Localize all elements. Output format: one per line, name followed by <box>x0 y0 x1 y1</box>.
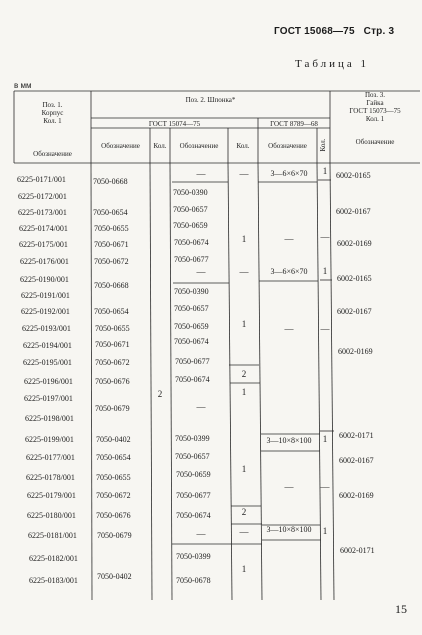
quantity-d: 1 <box>241 387 247 397</box>
key-8789-designation: — <box>284 324 294 334</box>
nut-designation: 6002-0171 <box>339 431 374 440</box>
key-designation: 7050-0399 <box>176 552 211 561</box>
unit-label: в мм <box>14 81 32 90</box>
part-designation-a: 7050-0679 <box>97 531 132 540</box>
row-designation: 6225-0179/001 <box>27 491 76 500</box>
row-designation: 6225-0176/001 <box>20 257 69 266</box>
quantity-d: 2 <box>241 507 247 517</box>
key-8789-designation: 3—6×6×70 <box>270 169 308 178</box>
column-header-pos2: Поз. 2. Шпонка* <box>185 96 236 104</box>
nut-designation: 6002-0169 <box>339 491 374 500</box>
quantity-d: — <box>239 267 249 277</box>
nut-designation: 6002-0169 <box>338 347 373 356</box>
quantity-f: 1 <box>322 526 328 536</box>
part-designation-a: 7050-0668 <box>94 281 129 290</box>
part-designation-a: 7050-0672 <box>96 491 131 500</box>
column-header-qty-3: Кол. <box>319 138 327 152</box>
part-designation-a: 7050-0676 <box>96 511 131 520</box>
key-8789-designation: 3—10×8×100 <box>266 525 312 534</box>
part-designation-a: 7050-0655 <box>94 224 129 233</box>
part-designation-a: 7050-0676 <box>95 377 130 386</box>
part-designation-a: 7050-0655 <box>96 473 131 482</box>
quantity-f: — <box>320 482 330 492</box>
row-designation: 6225-0192/001 <box>21 307 70 316</box>
quantity-d: 1 <box>241 564 247 574</box>
table-title: Таблица 1 <box>295 58 370 70</box>
quantity-f: — <box>320 324 330 334</box>
row-designation: 6225-0182/001 <box>29 554 78 563</box>
quantity-f: 1 <box>322 434 328 444</box>
quantity-f: 1 <box>322 166 328 176</box>
row-designation: 6225-0197/001 <box>24 394 73 403</box>
column-header-designation-3: Обозначение <box>179 142 219 150</box>
row-designation: 6225-0171/001 <box>17 175 66 184</box>
key-designation: 7050-0674 <box>174 238 209 247</box>
part-designation-a: 7050-0654 <box>96 453 131 462</box>
row-designation: 6225-0177/001 <box>26 453 75 462</box>
column-header-designation-5: Обозначение <box>355 138 395 146</box>
row-designation: 6225-0181/001 <box>28 531 77 540</box>
key-designation: 7050-0390 <box>174 287 209 296</box>
column-header-gost-15074: ГОСТ 15074—75 <box>148 120 201 128</box>
key-designation: 7050-0659 <box>176 470 211 479</box>
key-8789-designation: — <box>284 482 294 492</box>
column-header-designation-2: Обозначение <box>101 142 140 150</box>
row-designation: 6225-0174/001 <box>19 224 68 233</box>
row-designation: 6225-0175/001 <box>19 240 68 249</box>
part-designation-a: 7050-0402 <box>97 572 132 581</box>
part-designation-a: 7050-0672 <box>95 358 130 367</box>
row-designation: 6225-0183/001 <box>29 576 78 585</box>
key-designation: 7050-0659 <box>173 221 208 230</box>
nut-designation: 6002-0167 <box>336 207 371 216</box>
column-header-designation-1: Обозначение <box>33 150 72 158</box>
key-designation: 7050-0657 <box>173 205 208 214</box>
quantity-d: 1 <box>241 234 247 244</box>
key-designation: 7050-0674 <box>174 337 209 346</box>
key-8789-designation: 3—6×6×70 <box>270 267 308 276</box>
nut-designation: 6002-0165 <box>337 274 372 283</box>
part-designation-a: 7050-0654 <box>93 208 128 217</box>
key-designation: 7050-0677 <box>175 357 210 366</box>
key-designation: — <box>196 402 206 412</box>
key-designation: 7050-0657 <box>175 452 210 461</box>
page-reference: Стр. 3 <box>363 26 395 37</box>
key-designation: — <box>196 529 206 539</box>
key-designation: 7050-0674 <box>176 511 211 520</box>
key-8789-designation: 3—10×8×100 <box>266 436 312 445</box>
row-designation: 6225-0196/001 <box>24 377 73 386</box>
row-designation: 6225-0198/001 <box>25 414 74 423</box>
nut-designation: 6002-0165 <box>336 171 371 180</box>
nut-designation: 6002-0167 <box>337 307 372 316</box>
key-designation: 7050-0659 <box>174 322 209 331</box>
key-designation: 7050-0677 <box>176 491 211 500</box>
quantity-b: 2 <box>157 389 163 399</box>
quantity-d: — <box>239 169 249 179</box>
part-designation-a: 7050-0668 <box>93 177 128 186</box>
quantity-d: 1 <box>241 464 247 474</box>
row-designation: 6225-0180/001 <box>27 511 76 520</box>
part-designation-a: 7050-0679 <box>95 404 130 413</box>
column-header-qty-1: Кол. <box>153 142 167 150</box>
quantity-d: 1 <box>241 319 247 329</box>
quantity-d: 2 <box>241 369 247 379</box>
row-designation: 6225-0190/001 <box>20 275 69 284</box>
row-designation: 6225-0173/001 <box>18 208 67 217</box>
row-designation: 6225-0172/001 <box>18 192 67 201</box>
key-designation: 7050-0674 <box>175 375 210 384</box>
part-designation-a: 7050-0654 <box>94 307 129 316</box>
column-header-pos3: Поз. 3. Гайка ГОСТ 15073—75 Кол. 1 <box>349 91 401 123</box>
standard-title: ГОСТ 15068—75 <box>274 26 355 37</box>
key-designation: 7050-0399 <box>175 434 210 443</box>
key-designation: 7050-0678 <box>176 576 211 585</box>
key-8789-designation: — <box>284 234 294 244</box>
part-designation-a: 7050-0672 <box>94 257 129 266</box>
row-designation: 6225-0191/001 <box>21 291 70 300</box>
quantity-f: — <box>320 232 330 242</box>
row-designation: 6225-0195/001 <box>23 358 72 367</box>
nut-designation: 6002-0171 <box>340 546 375 555</box>
nut-designation: 6002-0167 <box>339 456 374 465</box>
key-designation: 7050-0657 <box>174 304 209 313</box>
row-designation: 6225-0199/001 <box>25 435 74 444</box>
column-header-qty-2: Кол. <box>236 142 250 150</box>
key-designation: — <box>196 267 206 277</box>
column-header-designation-4: Обозначение <box>268 142 307 150</box>
quantity-f: 1 <box>322 266 328 276</box>
part-designation-a: 7050-0402 <box>96 435 131 444</box>
row-designation: 6225-0194/001 <box>23 341 72 350</box>
nut-designation: 6002-0169 <box>337 239 372 248</box>
row-designation: 6225-0193/001 <box>22 324 71 333</box>
quantity-d: — <box>239 527 249 537</box>
part-designation-a: 7050-0671 <box>95 340 130 349</box>
column-header-gost-8789: ГОСТ 8789—68 <box>270 120 318 128</box>
key-designation: 7050-0390 <box>173 188 208 197</box>
part-designation-a: 7050-0655 <box>95 324 130 333</box>
row-designation: 6225-0178/001 <box>26 473 75 482</box>
page-number: 15 <box>395 602 407 616</box>
column-header-pos1: Поз. 1. Корпус Кол. 1 <box>41 101 64 125</box>
part-designation-a: 7050-0671 <box>94 240 129 249</box>
key-designation: 7050-0677 <box>174 255 209 264</box>
key-designation: — <box>196 169 206 179</box>
